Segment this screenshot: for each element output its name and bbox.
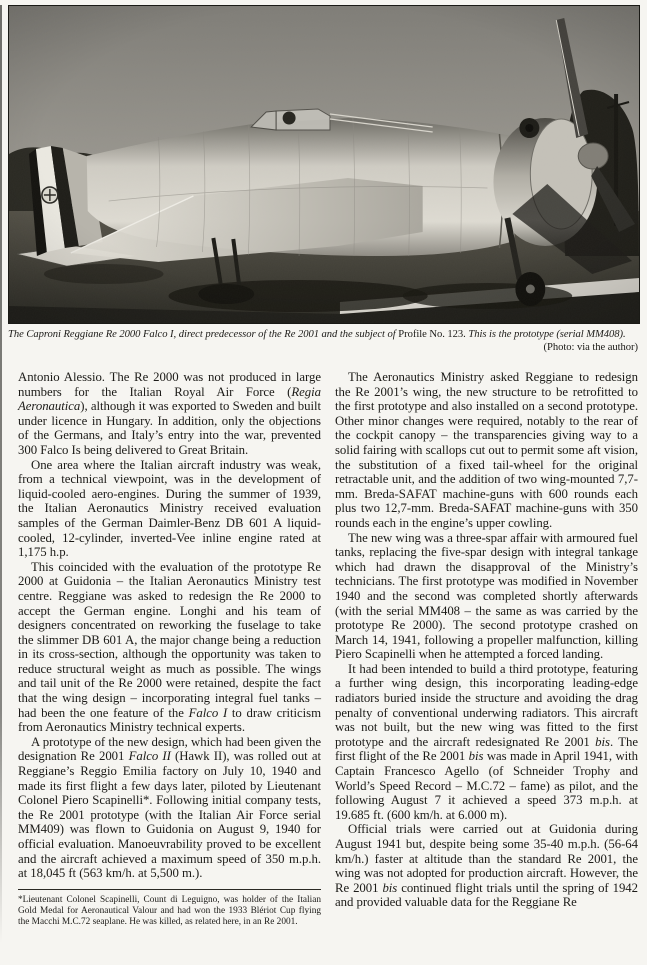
scanned-page xyxy=(0,5,647,965)
text-run: The Caproni Reggiane Re 2000 Falco I, direct predecessor of the Re 2001 and the subject of xyxy=(8,329,399,340)
scan-edge-artifact xyxy=(0,5,2,943)
footnote-rule xyxy=(18,889,321,890)
text-run: Regia Aeronautica xyxy=(18,384,321,414)
text-run: ), although it was exported to Sweden and built under licence in Hungary. In addition, only the objections of the Germans, and Italy’s entry into the war, prevented 300 Falco Is being delivered to Great Britain. xyxy=(18,399,321,457)
paragraph xyxy=(335,531,638,662)
text-run: The new wing was a three-spar affair with armoured fuel tanks, replacing the five-spar design with integral tankage which had drawn the disapproval of the Ministry’s technicians. The first prototype was modified in November 1940 and the second was completed shortly afterwards (with the serial MM408 – the same as was carried by the prototype Re 2000). The second prototype crashed on March 14, 1941, following a propeller malfunction, killing Piero Scapinelli when he attempted a forced landing. xyxy=(335,530,638,662)
text-run: bis xyxy=(595,734,610,749)
text-run: to draw criticism from Aeronautics Ministry technical experts. xyxy=(18,705,321,735)
paragraph xyxy=(335,662,638,823)
photo-credit: (Photo: via the author) xyxy=(543,342,638,353)
text-run: A prototype of the new design, which had been given the designation Re 2001 xyxy=(18,734,321,764)
paragraph xyxy=(335,370,638,531)
text-run: was made in April 1941, with Captain Francesco Agello (of Schneider Trophy and World’s Speed Record – M.C.72 – fame) as pilot, and the following August 7 it achieved a speed 373 m.p.h. at 19.685 ft. (600 km/h. at 6.000 m). xyxy=(335,749,638,822)
text-run: bis xyxy=(382,880,398,895)
caption-text xyxy=(8,329,626,340)
column-left xyxy=(18,370,321,928)
footnote xyxy=(18,889,321,928)
paragraph xyxy=(18,370,321,458)
text-run: continued flight trials until the spring of 1942 and provided valuable data for the Reggiane Re xyxy=(335,880,638,910)
photo-caption xyxy=(8,328,638,354)
paragraph xyxy=(335,822,638,910)
text-run: (Hawk II), was rolled out at Reggiane’s Reggio Emilia factory on July 10, 1940 and made its first flight a few days later, piloted by Lieutenant Colonel Piero Scapinelli*. Following initial company tests, the Re 2001 prototype (with the Italian Air Force serial MM409) was flown to Guidonia on August 9, 1940 for official evaluation. Manoeuvrability proved to be excellent and the aircraft achieved a maximum speed of 350 m.p.h. at 18,045 ft (563 km/h. at 5,500 m.). xyxy=(18,749,322,881)
text-run: bis xyxy=(468,749,484,764)
text-run: This coincided with the evaluation of the prototype Re 2000 at Guidonia – the Italian Aeronautics Ministry test centre. Reggiane was asked to redesign the Re 2000 to accept the German engine. Longhi and his team of designers concentrated on reworking the fuselage to take the slimmer DB 601 A, the major change being a reduction in its cross-section, although the opportunity was taken to reduce structural weight as much as possible. The wings and tail unit of the Re 2000 were retained, despite the fact that the wing design – incorporating integral fuel tanks – had been the one feature of the xyxy=(18,559,321,720)
text-run: One area where the Italian aircraft industry was weak, from a technical viewpoint, was in the development of liquid-cooled aero-engines. During the summer of 1939, the Italian Aeronautics Ministry received evaluation samples of the German Daimler-Benz DB 601 A liquid-cooled, 12-cylinder, inverted-Vee inline engine rated at 1,175 h.p. xyxy=(18,457,321,560)
photo-figure xyxy=(8,5,640,324)
text-run: It had been intended to build a third prototype, featuring a further wing design, this incorporating leading-edge radiators buried inside the structure and avoiding the drag penalty of conventional underwing radiators. This aircraft was not built, but the new wing was fitted to the first prototype and the aircraft redesignated Re 2001 xyxy=(335,661,638,749)
text-run: Antonio Alessio. The Re 2000 was not produced in large numbers for the Italian Royal Air Force ( xyxy=(18,370,321,399)
text-run: Falco I xyxy=(188,705,228,720)
paragraph xyxy=(18,560,321,735)
text-run: Profile No. 123. xyxy=(398,329,469,340)
column-right xyxy=(335,370,638,928)
footnote-text xyxy=(18,895,321,928)
film-grain xyxy=(9,6,639,323)
text-run: . The first flight of the Re 2001 xyxy=(335,734,639,764)
aircraft-photo xyxy=(9,6,639,323)
column-left-text xyxy=(18,370,321,881)
column-right-text xyxy=(335,370,638,910)
text-run: Official trials were carried out at Guidonia during August 1941 but, despite being some 35-40 m.p.h. (56-64 km/h.) faster at altitude than the standard Re 2001, the wing was not adopted for production aircraft. However, the Re 2001 xyxy=(335,822,638,895)
page xyxy=(0,5,647,965)
text-run: *Lieutenant Colonel Scapinelli, Count di Leguigno, was holder of the Italian Gold Medal for Aeronautical Valour and had won the 1933 Blériot Cup flying the Macchi M.C.72 seaplane. He was killed, as related here, in an Re 2001. xyxy=(18,894,321,927)
text-run: This is the prototype (serial MM408). xyxy=(468,329,626,340)
paragraph xyxy=(18,735,321,881)
text-run: The Aeronautics Ministry asked Reggiane to redesign the Re 2001’s wing, the new structure to be retrofitted to the first prototype and also installed on a second prototype. Other minor changes were required, notably to the rear of the cockpit canopy – the transparencies giving way to a solid fairing with scallops cut out to permit some aft vision, the substitution of a fixed tail-wheel for the original retractable unit, and the addition of two wing-mounted 7,7-mm. Breda-SAFAT machine-guns with 600 rounds each plus two 12,7-mm. Breda-SAFAT machine-guns with 350 rounds each in the engine’s upper cowling. xyxy=(335,370,638,530)
text-run: Falco II xyxy=(128,749,171,764)
article-columns xyxy=(18,370,638,928)
paragraph xyxy=(18,458,321,560)
